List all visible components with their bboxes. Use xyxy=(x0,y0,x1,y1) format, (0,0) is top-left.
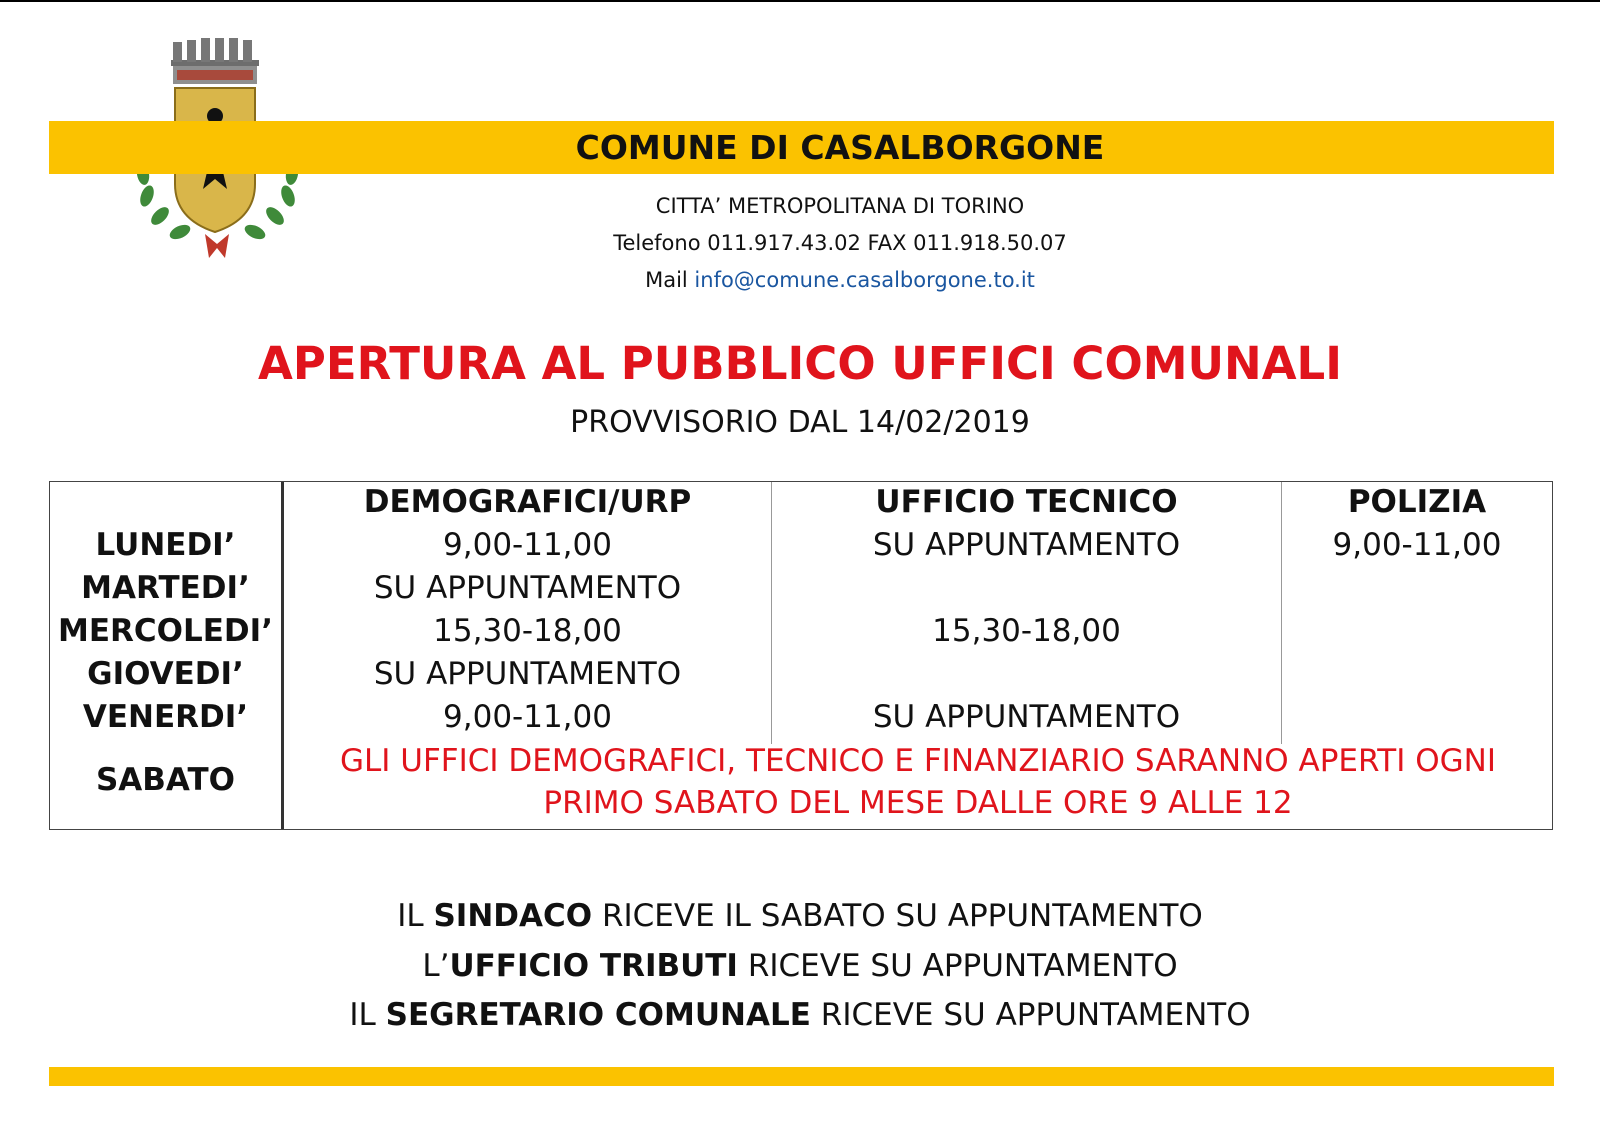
top-border xyxy=(0,0,1600,2)
footer-band xyxy=(49,1067,1554,1086)
notice-title: APERTURA AL PUBBLICO UFFICI COMUNALI xyxy=(258,337,1342,390)
town-name: COMUNE DI CASALBORGONE xyxy=(575,128,1105,167)
reception-prefix: IL xyxy=(349,997,376,1033)
demografici-hours: SU APPUNTAMENTO xyxy=(373,656,682,692)
notice-subtitle: PROVVISORIO DAL 14/02/2019 xyxy=(570,405,1030,440)
reception-suffix: RICEVE SU APPUNTAMENTO xyxy=(820,997,1251,1033)
tecnico-hours: SU APPUNTAMENTO xyxy=(872,699,1181,735)
day-label: VENERDI’ xyxy=(82,699,249,735)
reception-suffix: RICEVE IL SABATO SU APPUNTAMENTO xyxy=(601,898,1203,934)
saturday-note-line2: PRIMO SABATO DEL MESE DALLE ORE 9 ALLE 12 xyxy=(543,785,1293,821)
mail-link[interactable]: info@comune.casalborgone.to.it xyxy=(694,268,1035,292)
day-label: GIOVEDI’ xyxy=(87,656,244,692)
phone-line: Telefono 011.917.43.02 FAX 011.918.50.07 xyxy=(613,231,1067,255)
reception-line xyxy=(200,898,1400,934)
demografici-hours: 9,00-11,00 xyxy=(443,699,612,735)
reception-prefix: IL xyxy=(397,898,424,934)
saturday-note-line1: GLI UFFICI DEMOGRAFICI, TECNICO E FINANZIARIO SARANNO APERTI OGNI xyxy=(340,743,1496,779)
day-label-saturday: SABATO xyxy=(95,762,236,798)
demografici-hours: 9,00-11,00 xyxy=(443,527,612,563)
reception-suffix: RICEVE SU APPUNTAMENTO xyxy=(747,948,1178,984)
mail-label: Mail xyxy=(645,268,688,292)
reception-office: UFFICIO TRIBUTI xyxy=(449,948,738,984)
demografici-hours: SU APPUNTAMENTO xyxy=(373,570,682,606)
polizia-hours: 9,00-11,00 xyxy=(1332,527,1502,563)
reception-line xyxy=(200,948,1400,984)
tecnico-hours: 15,30-18,00 xyxy=(932,613,1121,649)
mail-line xyxy=(390,268,1290,292)
demografici-hours: 15,30-18,00 xyxy=(433,613,622,649)
reception-line xyxy=(200,997,1400,1033)
reception-office: SINDACO xyxy=(433,898,593,934)
column-header-demografici: DEMOGRAFICI/URP xyxy=(363,484,692,520)
day-label: MARTEDI’ xyxy=(81,570,250,606)
tecnico-hours: SU APPUNTAMENTO xyxy=(872,527,1181,563)
reception-office: SEGRETARIO COMUNALE xyxy=(385,997,811,1033)
column-header-tecnico: UFFICIO TECNICO xyxy=(875,484,1178,520)
schedule-table xyxy=(49,481,1553,830)
reception-prefix: L’ xyxy=(422,948,450,984)
day-label: LUNEDI’ xyxy=(95,527,236,563)
province-line: CITTA’ METROPOLITANA DI TORINO xyxy=(655,194,1025,218)
column-header-polizia: POLIZIA xyxy=(1347,484,1487,520)
day-label: MERCOLEDI’ xyxy=(58,613,273,649)
